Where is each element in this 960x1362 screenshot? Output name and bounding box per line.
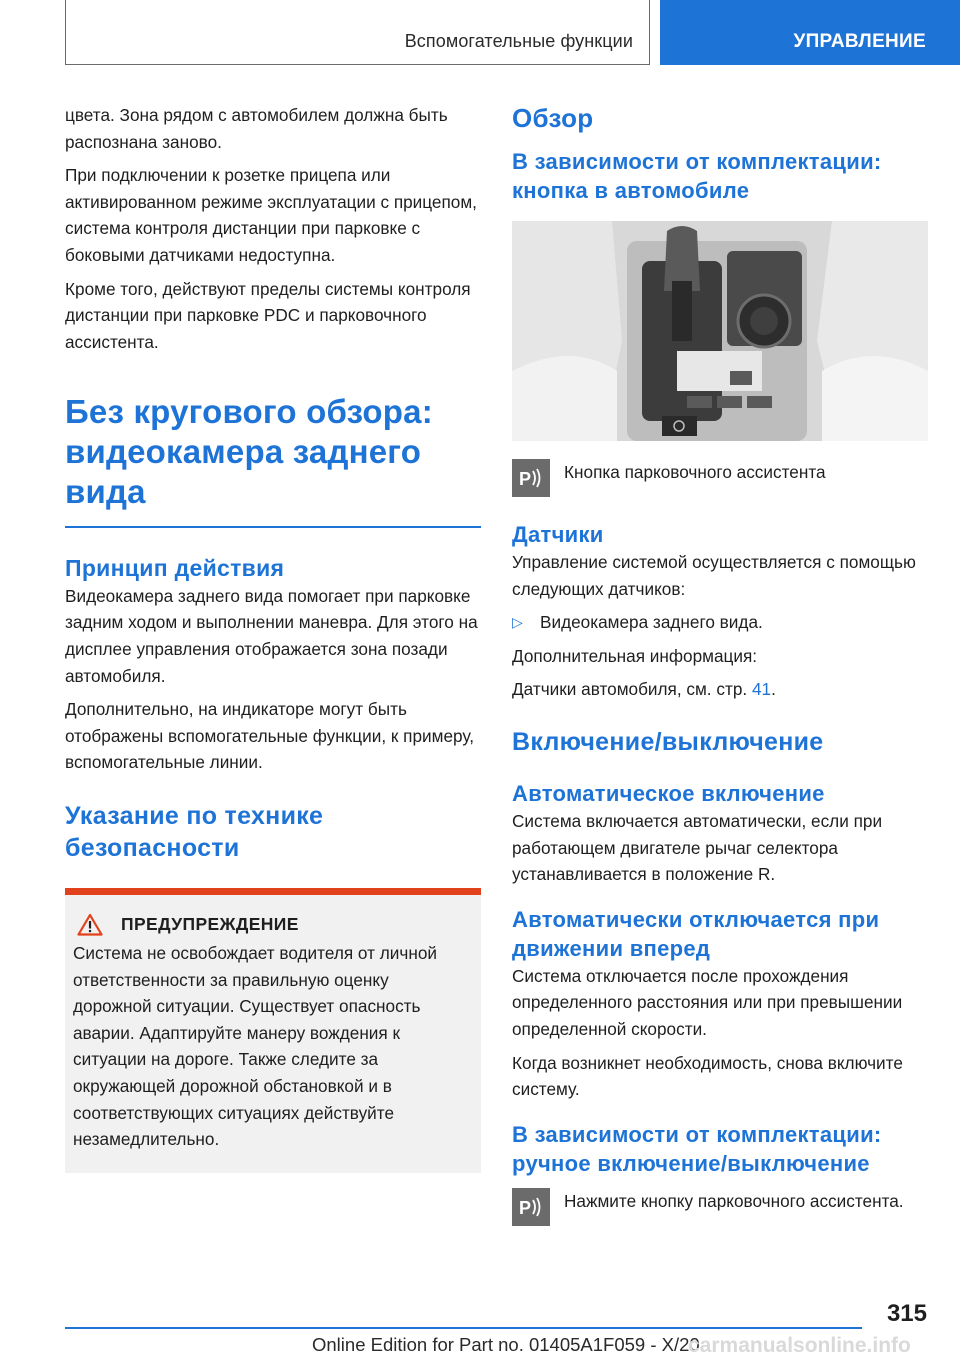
button-title: В зависимости от комплектации: кнопка в автомобиле (512, 149, 882, 203)
intro-paragraph: При подключении к розетке прицепа или активированном режиме эксплуатации с прицепом, система контроля дистанции при парковке с боковыми датчиками недоступна. (65, 165, 477, 265)
sensors-text: Управление системой осуществляется с помощью следующих датчиков: (512, 552, 916, 599)
safety-title: Указание по технике безопасности (65, 802, 324, 862)
auto-off-title: Автоматически отключается при движении вперед (512, 906, 880, 961)
sensors-title: Датчики (512, 522, 604, 547)
page-reference-link[interactable]: 41 (751, 679, 772, 700)
see-page-text: Датчики автомобиля, см. стр. (512, 679, 748, 700)
warning-triangle-icon (77, 913, 103, 936)
caption-row (512, 459, 930, 497)
photo-caption: Кнопка парковочного ассистента (564, 462, 826, 482)
principle-paragraph: Видеокамера заднего вида помогает при парковке задним ходом и выполнении маневра. Для этого на дисплее управления отображается зона позади автомобиля. (65, 585, 478, 686)
svg-text:P: P (519, 469, 532, 489)
parking-assistant-icon (512, 459, 550, 497)
header-section-box (65, 0, 650, 65)
auto-off-paragraph: Когда возникнет необходимость, снова включите систему. (512, 1052, 903, 1100)
additional-info-label: Дополнительная информация: (512, 645, 758, 666)
intro-paragraph: цвета. Зона рядом с автомобилем должна быть распознана заново. (65, 105, 448, 152)
manual-row (512, 1188, 930, 1226)
section-rule (65, 526, 481, 528)
manual-title: В зависимости от комплектации: ручное включение/выключение (512, 1121, 882, 1176)
warning-label: ПРЕДУПРЕЖДЕНИЕ (121, 914, 299, 934)
right-column (512, 102, 930, 1226)
footer-edition: Online Edition for Part no. 01405A1F059 - X/20 (312, 1334, 700, 1355)
sensors-bullet-item (512, 609, 930, 636)
bullet-triangle-icon: ▷ (512, 614, 523, 631)
header-chapter-tab[interactable] (660, 0, 960, 65)
warning-box (65, 888, 481, 1173)
principle-title: Принцип действия (65, 554, 285, 581)
warning-header (73, 913, 469, 936)
svg-text:P: P (519, 1197, 532, 1218)
section-title: Без кругового обзора: видеокамера заднего вида (65, 393, 433, 511)
page-number: 315 (886, 1300, 927, 1327)
auto-on-text: Система включается автоматически, если при работающем двигателе рычаг селектора устанавливается в положение R. (512, 810, 883, 885)
auto-on-title: Автоматическое включение (512, 780, 825, 806)
header-chapter-label: УПРАВЛЕНИЕ (793, 31, 926, 52)
center-console-photo (512, 221, 928, 441)
intro-paragraph: Кроме того, действуют пределы системы контроля дистанции при парковке PDC и парковочного ассистента. (65, 278, 471, 352)
see-page-suffix: . (771, 679, 776, 700)
sensors-bullet-text: Видеокамера заднего вида. (540, 612, 763, 633)
left-column (65, 102, 481, 1173)
manual-text: Нажмите кнопку парковочного ассистента. (564, 1190, 904, 1211)
watermark: carmanualsonline.info (688, 1334, 911, 1357)
header-section-label: Вспомогательные функции (404, 31, 633, 51)
parking-assistant-button-icon (512, 1188, 550, 1226)
onoff-title: Включение/выключение (512, 727, 824, 756)
auto-off-paragraph: Система отключается после прохождения определенного расстояния или при превышении определенной скорости. (512, 965, 903, 1039)
principle-paragraph: Дополнительно, на индикаторе могут быть отображены вспомогательные функции, к примеру, вспомогательные линии. (65, 699, 475, 773)
center-console-image (512, 221, 928, 441)
see-page-line (512, 676, 930, 703)
warning-text: Система не освобождает водителя от личной ответственности за правильную оценку дорожной ситуации. Существует опасность аварии. Адаптируйте манеру вождения к ситуации на дороге. Также следите за окружающей дорожной обстановкой и в соответствующих ситуациях действуйте незамедлительно. (73, 943, 437, 1150)
overview-title: Обзор (512, 103, 594, 133)
footer-rule (65, 1327, 862, 1329)
